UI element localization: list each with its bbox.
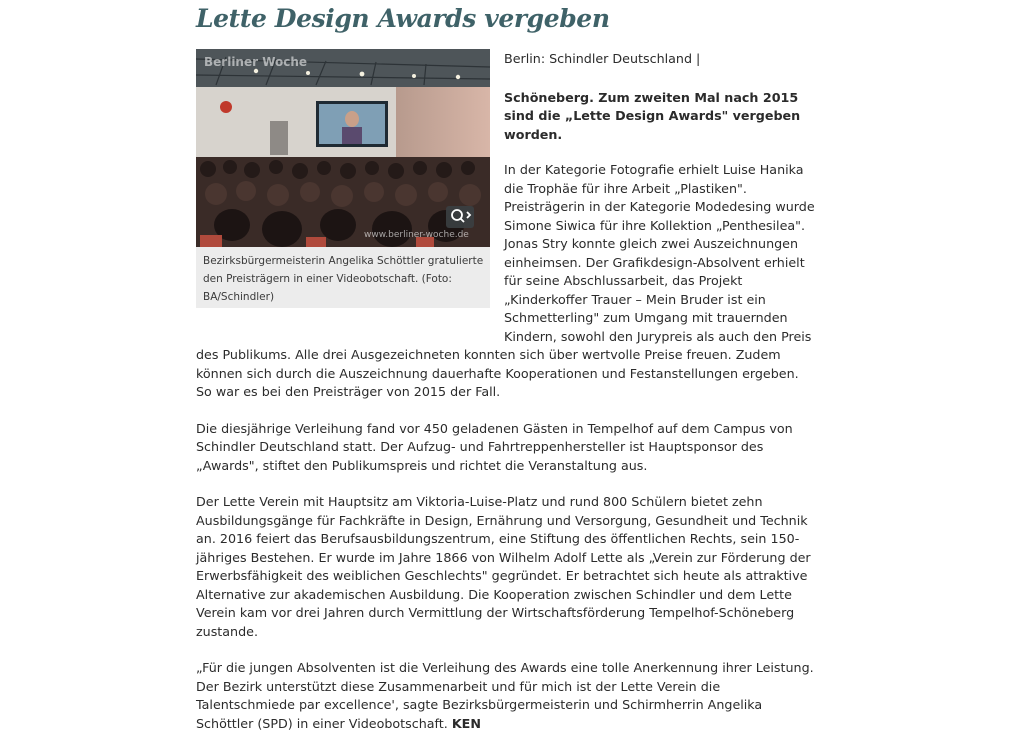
dateline: Berlin: Schindler Deutschland |	[504, 51, 701, 66]
photo-caption: Bezirksbürgermeisterin Angelika Schöttler gratulierte den Preisträgern in einer Videobotschaft. (Foto: BA/Schindler)	[203, 255, 484, 303]
body-paragraph-2: Die diesjährige Verleihung fand vor 450 geladenen Gästen in Tempelhof auf dem Campus von Schindler Deutschland statt. Der Aufzug- und Fahrtreppenhersteller ist Hauptsponsor des „Awards", stiftet den Publikumspreis und richtet die Veranstaltung aus.	[196, 420, 793, 473]
photo-watermark-top: Berliner Woche	[204, 55, 308, 69]
photo-watermark-bottom: www.berliner-woche.de	[364, 230, 469, 240]
body-paragraph-3: Der Lette Verein mit Hauptsitz am Viktoria-Luise-Platz und rund 800 Schülern bietet zehn Ausbildungsgänge für Fachkräfte in Design, Ernährung und Versorgung, Gesundheit und Technik an. 2016 feiert das Berufsausbildungszentrum, eine Stiftung des öffentlichen Rechts, sein 150-jähriges Bestehen. Er wurde im Jahre 1866 von Wilhelm Adolf Lette als „Verein zur Förderung der Erwerbsfähigkeit des weiblichen Geschlechts" gegründet. Er betrachtet sich heute als attraktive Alternative zur akademischen Ausbildung. Die Kooperation zwischen Schindler und dem Lette Verein kam vor drei Jahren durch Vermittlung der Wirtschaftsförderung Tempelhof-Schöneberg zustande.	[196, 494, 811, 639]
body-paragraph-4	[196, 659, 816, 733]
body-paragraph-1: In der Kategorie Fotografie erhielt Luise Hanika die Trophäe für ihre Arbeit „Plastiken". Preisträgerin in der Kategorie Modedesing wurde Simone Siwica für ihre Kollektion „Penthesilea". Jonas Stry konnte gleich zwei Auszeichnungen einheimsen. Der Grafikdesign-Absolvent erhielt für seine Abschlussarbeit, das Projekt „Kinderkoffer Trauer – Mein Bruder ist ein Schmetterling" zum Umgang mit trauernden Kindern, sowohl den Jurypreis als auch den Preis des Publikums. Alle drei Ausgezeichneten konnten sich über wertvolle Preise freuen. Zudem können sich durch die Auszeichnung dauerhafte Kooperationen und Festanstellungen ergeben. So war es bei den Preisträger von 2015 der Fall.	[196, 162, 815, 399]
quote-text: „Für die jungen Absolventen ist die Verleihung des Awards eine tolle Anerkennung ihrer Leistung. Der Bezirk unterstützt diese Zusammenarbeit und für mich ist der Lette Verein die Talentschmiede par excellence', sagte Bezirksbürgermeisterin und Schirmherrin Angelika Schöttler (SPD) in einer Videobotschaft.	[196, 660, 814, 731]
lead-paragraph: Schöneberg. Zum zweiten Mal nach 2015 sind die „Lette Design Awards" vergeben worden.	[504, 89, 801, 142]
author-signature: KEN	[451, 715, 481, 731]
article-body	[196, 50, 816, 733]
figure-float-spacer	[196, 50, 504, 346]
article-headline: Lette Design Awards vergeben	[196, 4, 610, 33]
